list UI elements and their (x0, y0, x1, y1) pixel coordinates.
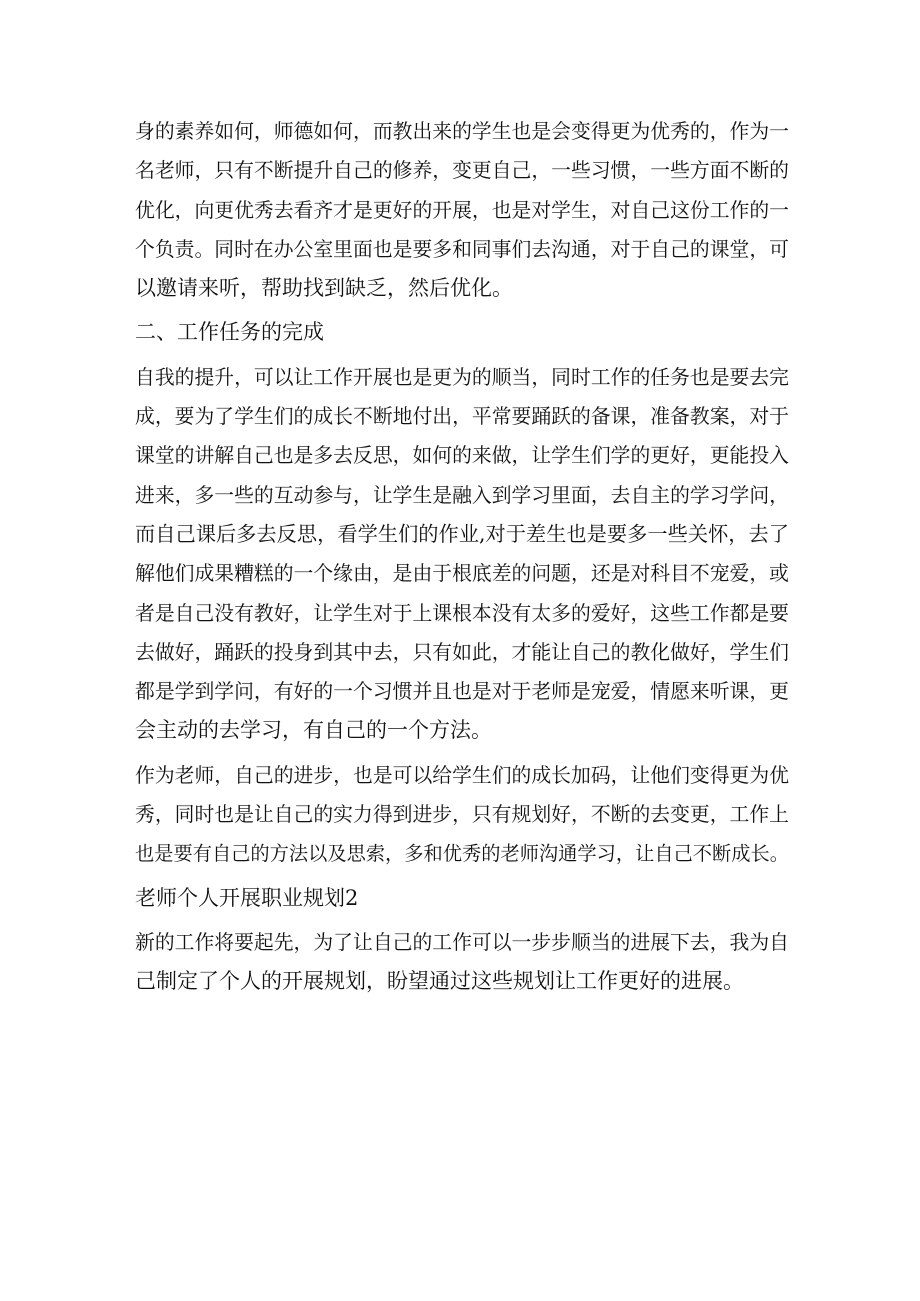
text-line: 进来，多一些的互动参与，让学生是融入到学习里面，去自主的学习学问， (135, 483, 789, 507)
text-line: 也是要有自己的方法以及思索，多和优秀的老师沟通学习，让自己不断成长。 (135, 842, 789, 866)
text-line: 解他们成果糟糕的一个缘由，是由于根底差的问题，还是对科目不宠爱，或 (135, 562, 789, 586)
paragraph-teacher-cultivation (135, 112, 789, 308)
paragraph-task-completion (135, 358, 789, 751)
text-line: 名老师，只有不断提升自己的修养，变更自己，一些习惯，一些方面不断的 (135, 159, 789, 183)
paragraph-teacher-progress (135, 756, 789, 874)
text-line: 者是自己没有教好，让学生对于上课根本没有太多的爱好，这些工作都是要 (135, 601, 789, 625)
section-heading: 二、工作任务的完成 (135, 320, 324, 345)
text-line: 自我的提升，可以让工作开展也是更为的顺当，同时工作的任务也是要去完 (135, 365, 789, 389)
text-line: 以邀请来听，帮助找到缺乏，然后优化。 (135, 276, 513, 301)
text-line: 去做好，踊跃的投身到其中去，只有如此，才能让自己的教化做好，学生们 (135, 640, 789, 664)
text-line: 作为老师，自己的进步，也是可以给学生们的成长加码，让他们变得更为优 (135, 763, 789, 787)
paragraph-new-work-plan (135, 923, 789, 1002)
text-line: 都是学到学问，有好的一个习惯并且也是对于老师是宠爱，情愿来听课，更 (135, 680, 789, 704)
document-title: 老师个人开展职业规划2 (135, 885, 359, 910)
text-line: 秀，同时也是让自己的实力得到进步，只有规划好，不断的去变更，工作上 (135, 803, 789, 827)
text-line: 而自己课后多去反思，看学生们的作业,对于差生也是要多一些关怀，去了 (135, 521, 789, 546)
text-line: 成，要为了学生们的成长不断地付出，平常要踊跃的备课，准备教案，对于 (135, 405, 789, 429)
text-line: 己制定了个人的开展规划，盼望通过这些规划让工作更好的进展。 (135, 969, 744, 994)
text-line: 身的素养如何，师德如何，而教出来的学生也是会变得更为优秀的，作为一 (135, 120, 789, 143)
document-page (135, 112, 789, 1002)
text-line: 会主动的去学习，有自己的一个方法。 (135, 718, 492, 743)
text-line: 个负责。同时在办公室里面也是要多和同事们去沟通，对于自己的课堂，可 (135, 237, 789, 261)
document-title-plan-2 (135, 879, 789, 918)
text-line: 新的工作将要起先，为了让自己的工作可以一步步顺当的进展下去，我为自 (135, 930, 789, 954)
section-heading-task-completion (135, 313, 789, 352)
text-line: 优化，向更优秀去看齐才是更好的开展，也是对学生，对自己这份工作的一 (135, 198, 789, 222)
text-line: 课堂的讲解自己也是多去反思，如何的来做，让学生们学的更好，更能投入 (135, 444, 789, 468)
